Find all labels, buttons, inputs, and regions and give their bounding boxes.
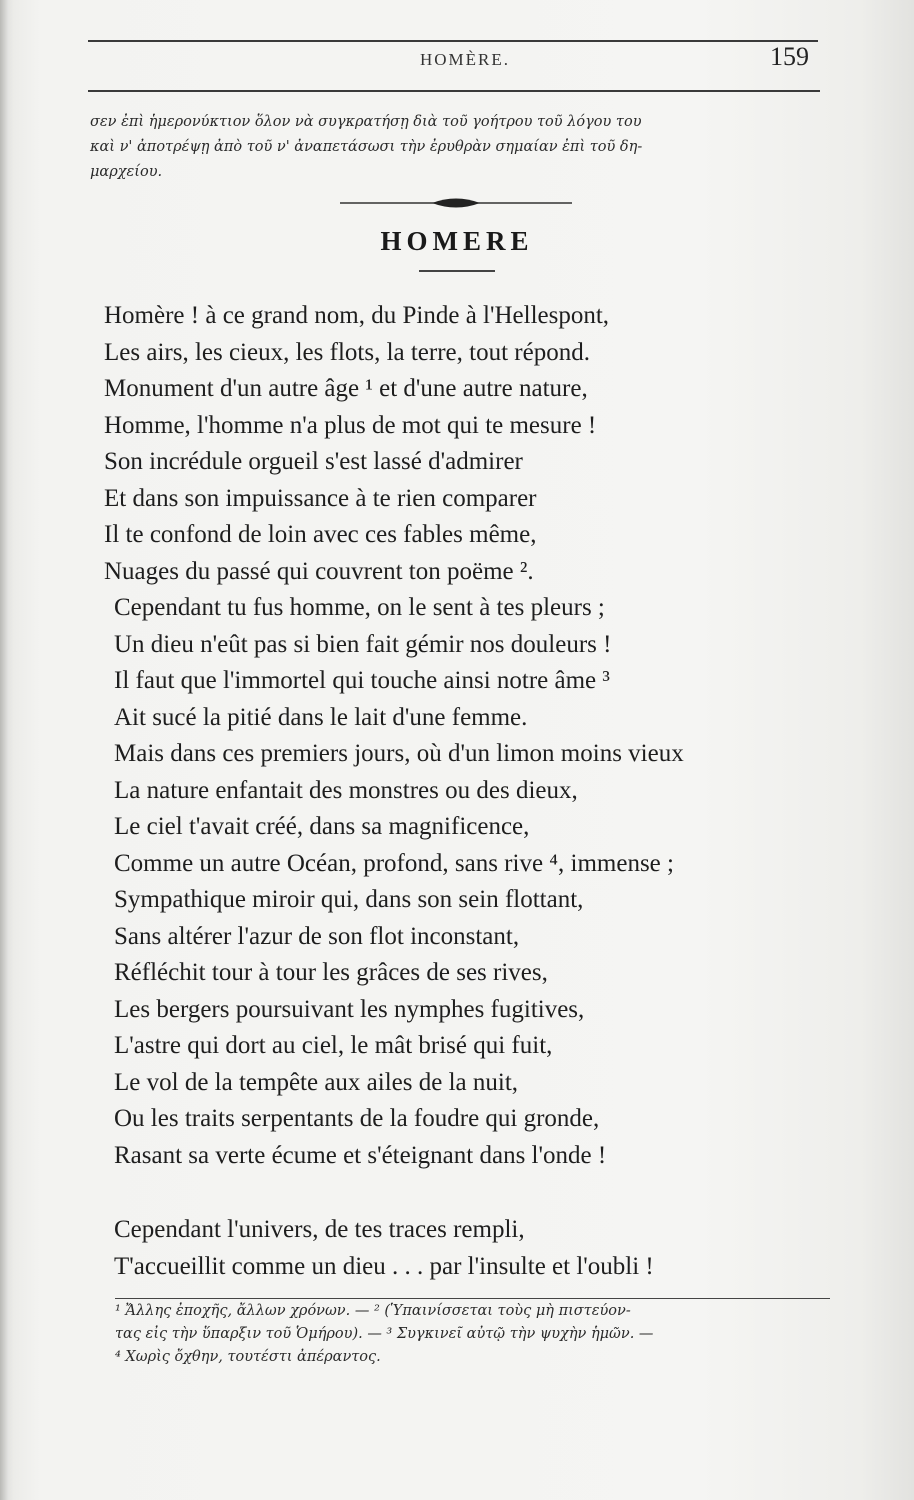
stanza-break [104,1174,824,1212]
verse-line: Il te confond de loin avec ces fables même, [104,521,537,548]
verse-line: Mais dans ces premiers jours, où d'un limon moins vieux [114,740,684,767]
verse-line: Le ciel t'avait créé, dans sa magnificence, [114,813,530,840]
verse-line: Réfléchit tour à tour les grâces de ses rives, [114,959,548,986]
header-top-rule [88,40,818,42]
verse-line: Monument d'un autre âge ¹ et d'une autre nature, [104,375,588,402]
verse-line: Son incrédule orgueil s'est lassé d'admirer [104,448,523,475]
title-underline [419,270,495,272]
verse-line: L'astre qui dort au ciel, le mât brisé qui fuit, [114,1032,553,1059]
page-number: 159 [770,42,809,71]
verse-line: Un dieu n'eût pas si bien fait gémir nos douleurs ! [114,630,612,658]
verse-line: T'accueillit comme un dieu . . . par l'insulte et l'oubli ! [114,1252,654,1280]
verse-line: Homère ! à ce grand nom, du Pinde à l'Hellespont, [104,302,610,329]
verse-line: Homme, l'homme n'a plus de mot qui te mesure ! [104,411,597,439]
verse-line: La nature enfantait des monstres ou des dieux, [114,776,578,804]
verse-line: Ait sucé la pitié dans le lait d'une femme. [114,703,528,731]
verse-line: Rasant sa verte écume et s'éteignant dans l'onde ! [114,1141,607,1169]
verse-line: Il faut que l'immortel qui touche ainsi notre âme ³ [114,667,610,694]
verse-line: Sympathique miroir qui, dans son sein flottant, [114,886,584,913]
poem-body [104,298,824,1285]
verse-line: Les bergers poursuivant les nymphes fugitives, [114,995,585,1023]
section-ornament [340,196,572,210]
footnote-rule [115,1298,830,1299]
footnotes [115,1300,835,1369]
footnote-line: τας εἰς τὴν ὕπαρξιν τοῦ Ὁμήρου). — ³ Συγκινεῖ αὐτῷ τὴν ψυχὴν ἡμῶν. — [115,1326,654,1342]
page-spine-shadow [0,0,8,1500]
verse-line: Sans altérer l'azur de son flot inconstant, [114,922,520,950]
verse-line: Les airs, les cieux, les flots, la terre, tout répond. [104,338,590,366]
running-title: HOMÈRE. [420,50,511,69]
greek-prose-line: μαρχείου. [90,164,163,180]
verse-line: Cependant tu fus homme, on le sent à tes pleurs ; [114,594,605,621]
verse-line: Et dans son impuissance à te rien comparer [104,484,537,512]
verse-line: Comme un autre Océan, profond, sans rive ⁴, immense ; [114,849,674,877]
footnote-line: ¹ Ἄλλης ἐποχῆς, ἄλλων χρόνων. — ² (Ὑπαινίσσεται τοὺς μὴ πιστεύον- [115,1303,631,1319]
verse-line: Nuages du passé qui couvrent ton poëme ². [104,557,534,585]
greek-prose [90,110,830,185]
greek-prose-line: καὶ ν' ἀποτρέψῃ ἀπὸ τοῦ ν' ἀναπετάσωσι τὴν ἐρυθρὰν σημαίαν ἐπὶ τοῦ δη- [90,139,643,155]
poem-title: HOMERE [380,226,534,256]
verse-line: Ou les traits serpentants de la foudre qui gronde, [114,1105,600,1132]
footnote-line: ⁴ Χωρὶς ὄχθην, τουτέστι ἀπέραντος. [115,1349,381,1365]
verse-line: Le vol de la tempête aux ailes de la nuit, [114,1068,519,1096]
header-bottom-rule [88,90,820,92]
verse-line: Cependant l'univers, de tes traces rempli, [114,1216,525,1243]
greek-prose-line: σεν ἐπὶ ἡμερονύκτιον ὅλον νὰ συγκρατήσῃ διὰ τοῦ γοήτρου τοῦ λόγου του [90,114,642,130]
